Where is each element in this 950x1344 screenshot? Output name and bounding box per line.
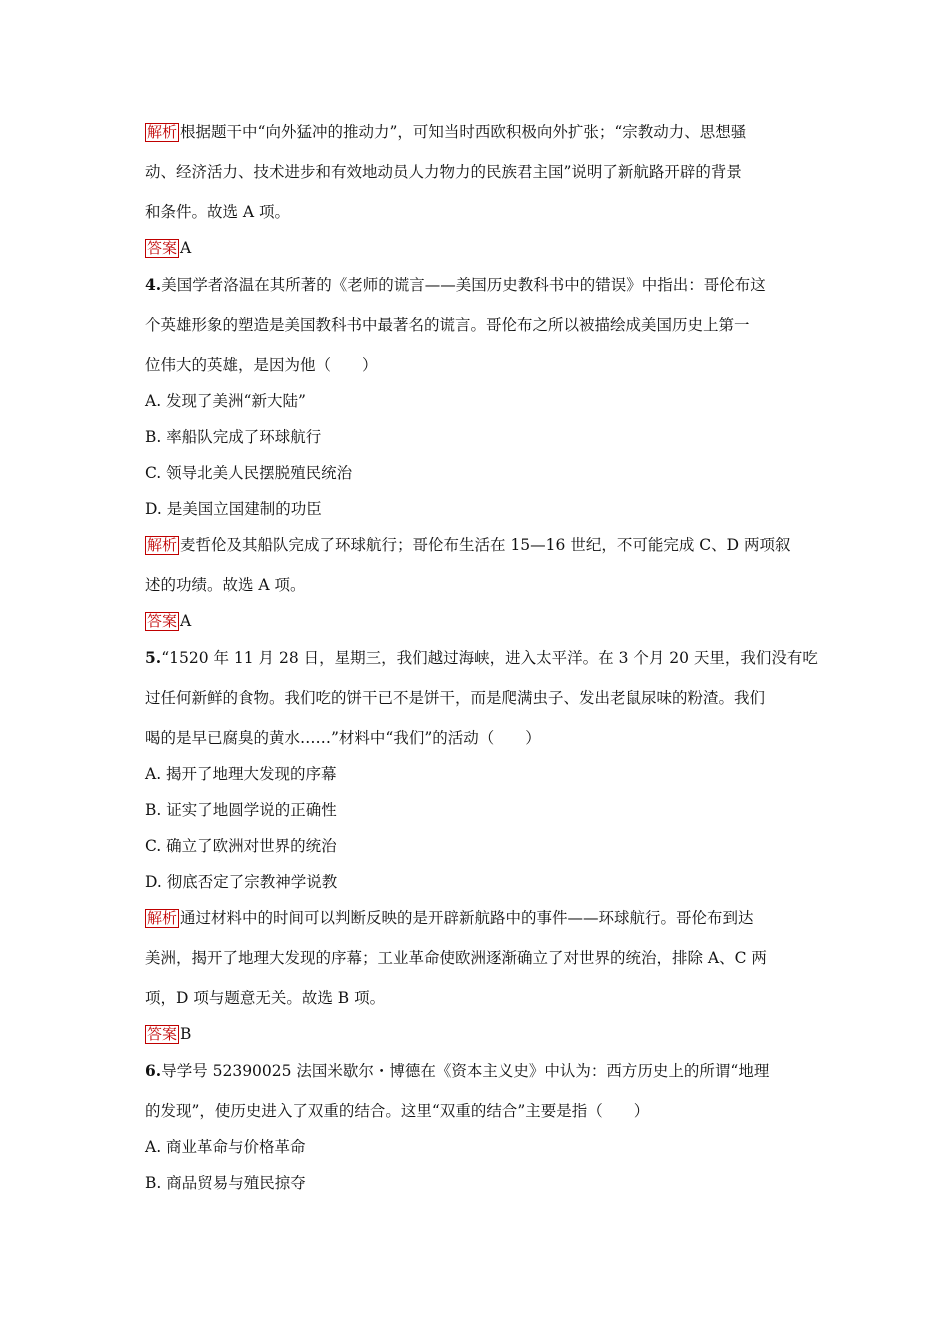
q4-analysis-line-2: 述的功绩。故选 A 项。 [145,576,306,594]
q3-answer [145,238,810,258]
q5-answer-value: B [180,1025,192,1043]
q6-option-b: B. 商品贸易与殖民掠夺 [145,1174,306,1192]
q4-option-b: B. 率船队完成了环球航行 [145,428,322,446]
analysis-tag: 解析 [147,909,178,927]
document-content [145,122,818,1209]
q6-stem [145,1061,810,1121]
analysis-tag: 解析 [147,123,178,141]
q5-stem-line-3: 喝的是早已腐臭的黄水……”材料中“我们”的活动（ ） [145,729,541,747]
q4-option-a: A. 发现了美洲“新大陆” [145,392,306,410]
q6-stem-line-1: 导学号 52390025 法国米歇尔・博德在《资本主义史》中认为：西方历史上的所谓“地理 [161,1062,770,1080]
q3-analysis-line-3: 和条件。故选 A 项。 [145,203,291,221]
q4-number: 4. [145,275,162,294]
q3-analysis-line-2: 动、经济活力、技术进步和有效地动员人力物力的民族君主国”说明了新航路开辟的背景 [145,163,742,181]
q4-answer-value: A [180,612,192,630]
q6-stem-line-2: 的发现”，使历史进入了双重的结合。这里“双重的结合”主要是指（ ） [145,1102,650,1120]
q4-option-c: C. 领导北美人民摆脱殖民统治 [145,464,353,482]
q5-option-b: B. 证实了地圆学说的正确性 [145,801,337,819]
q3-answer-value: A [180,239,192,257]
q5-stem [145,648,818,748]
q5-analysis-line-1: 通过材料中的时间可以判断反映的是开辟新航路中的事件——环球航行。哥伦布到达 [180,909,754,927]
q5-option-d: D. 彻底否定了宗教神学说教 [145,873,338,891]
answer-tag: 答案 [147,1025,178,1043]
q3-analysis [145,122,810,222]
q5-number: 5. [145,648,162,667]
q5-analysis-line-2: 美洲，揭开了地理大发现的序幕；工业革命使欧洲逐渐确立了对世界的统治，排除 A、C 两 [145,949,767,967]
q4-stem-line-2: 个英雄形象的塑造是美国教科书中最著名的谎言。哥伦布之所以被描绘成美国历史上第一 [145,316,750,334]
q6-number: 6. [145,1061,162,1080]
q4-analysis-line-1: 麦哲伦及其船队完成了环球航行；哥伦布生活在 15—16 世纪，不可能完成 C、D 两项叙 [180,536,791,554]
q5-analysis-line-3: 项，D 项与题意无关。故选 B 项。 [145,989,386,1007]
q5-option-c: C. 确立了欧洲对世界的统治 [145,837,337,855]
q4-answer [145,611,810,631]
analysis-tag: 解析 [147,536,178,554]
q5-stem-line-1: “1520 年 11 月 28 日，星期三，我们越过海峡，进入太平洋。在 3 个月 20 天里，我们没有吃 [161,649,818,667]
q5-option-a: A. 揭开了地理大发现的序幕 [145,765,337,783]
q3-analysis-line-1: 根据题干中“向外猛冲的推动力”，可知当时西欧积极向外扩张；“宗教动力、思想骚 [180,123,747,141]
q4-stem-line-1: 美国学者洛温在其所著的《老师的谎言——美国历史教科书中的错误》中指出：哥伦布这 [161,276,766,294]
q4-stem [145,275,810,375]
q4-stem-line-3: 位伟大的英雄，是因为他（ ） [145,356,378,374]
q5-answer [145,1024,810,1044]
q6-option-a: A. 商业革命与价格革命 [145,1138,306,1156]
q5-stem-line-2: 过任何新鲜的食物。我们吃的饼干已不是饼干，而是爬满虫子、发出老鼠尿味的粉渣。我们 [145,689,766,707]
q5-analysis [145,908,810,1008]
answer-tag: 答案 [147,612,178,630]
q4-analysis [145,535,810,595]
answer-tag: 答案 [147,239,178,257]
q4-option-d: D. 是美国立国建制的功臣 [145,500,322,518]
